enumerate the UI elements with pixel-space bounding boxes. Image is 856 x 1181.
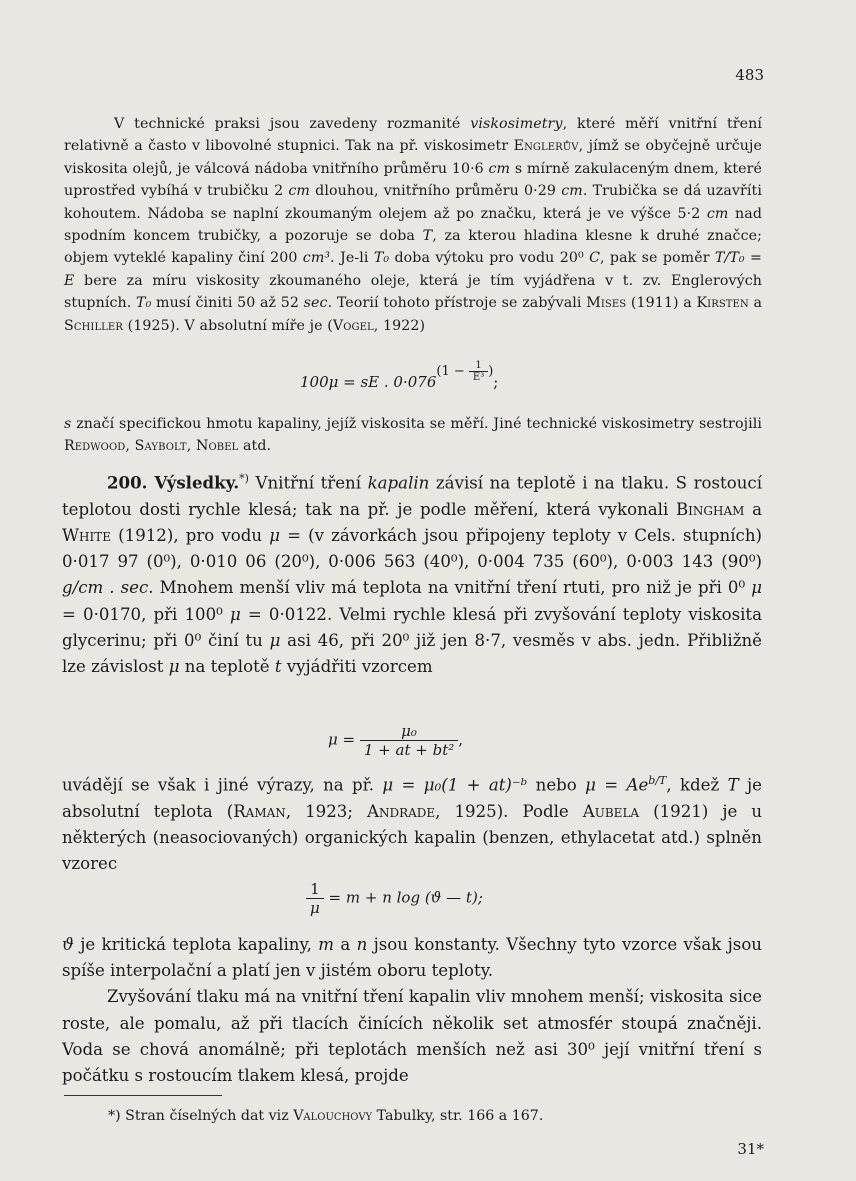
specific-mass-paragraph: s značí specifickou hmotu kapaliny, jejíž viskosita se měří. Jiné technické viskosimetry sestrojili Redwood, Saybolt, Nobel atd. (64, 416, 762, 455)
engler-equation: 100μ = sE . 0·076(1 − $\frac{1}{\text{E³}}$ ); (300, 360, 499, 391)
pressure-paragraph: Zvyšování tlaku má na vnitřní tření kapalin vliv mnohem menší; viskosita sice roste, ale pomalu, až při tlacích činících několik set atmosfér stoupá značněji. Voda se chová anomálně; při teplotách menších než asi 30⁰ její vnitřní tření s počátku s rostoucím tlakem klesá, projde (62, 987, 762, 1086)
other-expressions-paragraph: uvádějí se však i jiné výrazy, na př. μ = μ₀(1 + at)⁻ᵇ nebo $\mu = Ae^{b/T}$, kdež T je absolutní teplota (Raman, 1923; Andrade, 1925). Podle Aubela (1921) je u některých (neasociovaných) organických kapalin (benzen, ethylacetat atd.) splněn vzorec (62, 774, 763, 874)
results-section: 200. Výsledky.*) Vnitřní tření kapalin závisí na teplotě i na tlaku. S rostoucí teplotou dosti rychle klesá; tak na př. je podle měření, která vykonali Bingham a White (1912), pro vodu μ = (v závorkách jsou připojeny teploty v Cels. stupních) 0·017 97 (0⁰), 0·010 06 (20⁰), 0·006 563 (40⁰), 0·004 735 (60⁰), 0·003 143 (90⁰) g/cm . sec. Mnohem menší vliv má teplota na vnitřní tření rtuti, pro niž je při 0⁰ μ = 0·0170, při 100⁰ μ = 0·0122. Velmi rychle klesá při zvyšování teploty viskosita glycerinu; při 0⁰ činí tu μ asi 46, při 20⁰ již jen 8·7, vesměs v abs. jedn. Přibližně lze závislost μ na teplotě t vyjádřiti vzorcem (62, 472, 763, 676)
footnote-ref: *) (239, 472, 249, 485)
footnote-rule (64, 1095, 222, 1096)
constants-paragraph: ϑ je kritická teplota kapaliny, m a n jsou konstanty. Všechny tyto vzorce však jsou spíše interpolační a platí jen v jistém oboru teploty. Zvyšování tlaku má na vnitřní tření kapalin vliv mnohem menší; viskosita sice roste, ale pomalu, až při tlacích činících několik set atmosfér stoupá značněji. Voda se chová anomálně; při teplotách menších než asi 30⁰ její vnitřní tření s počátku s rostoucím tlakem klesá, projde (62, 932, 762, 1089)
footnote: *) Stran číselných dat viz Valouchovy Tabulky, str. 166 a 167. (108, 1108, 544, 1124)
viscosimeter-paragraph: V technické praksi jsou zavedeny rozmanité viskosimetry, které měří vnitřní tření relativně a často v libovolné stupnici. Tak na př. viskosimetr Englerův, jímž se obyčejně určuje viskosita olejů, je válcová nádoba vnitřního průměru 10·6 cm s mírně zakulaceným dnem, které uprostřed vybíhá v trubičku 2 cm dlouhou, vnitřního průměru 0·29 cm. Trubička se dá uzavříti kohoutem. Nádoba se naplní zkoumaným olejem až po značku, která je ve výšce 5·2 cm nad spodním koncem trubičky, a pozoruje se doba T, za kterou hladina klesne k druhé značce; objem vyteklé kapaliny činí 200 cm³. Je-li T₀ doba výtoku pro vodu 20⁰ C, pak se poměr T/T₀ = E bere za míru viskosity zkoumaného oleje, která je tím vyjádřena v t. zv. Englerových stupních. T₀ musí činiti 50 až 52 sec. Teorií tohoto přístroje se zabývali Mises (1911) a Kirsten a Schiller (1925). V absolutní míře je (Vogel, 1922) (64, 116, 763, 334)
signature-mark: 31* (737, 1140, 764, 1158)
section-heading: 200. Výsledky. (107, 472, 240, 493)
page-number: 483 (735, 66, 764, 84)
aubel-formula: $\frac{1}{\mu}$ = m + n log (ϑ — t); (306, 880, 483, 917)
temperature-formula: μ = $\frac{\text{μ₀}}{\text{1 + at + bt²}}$ , (328, 722, 464, 759)
